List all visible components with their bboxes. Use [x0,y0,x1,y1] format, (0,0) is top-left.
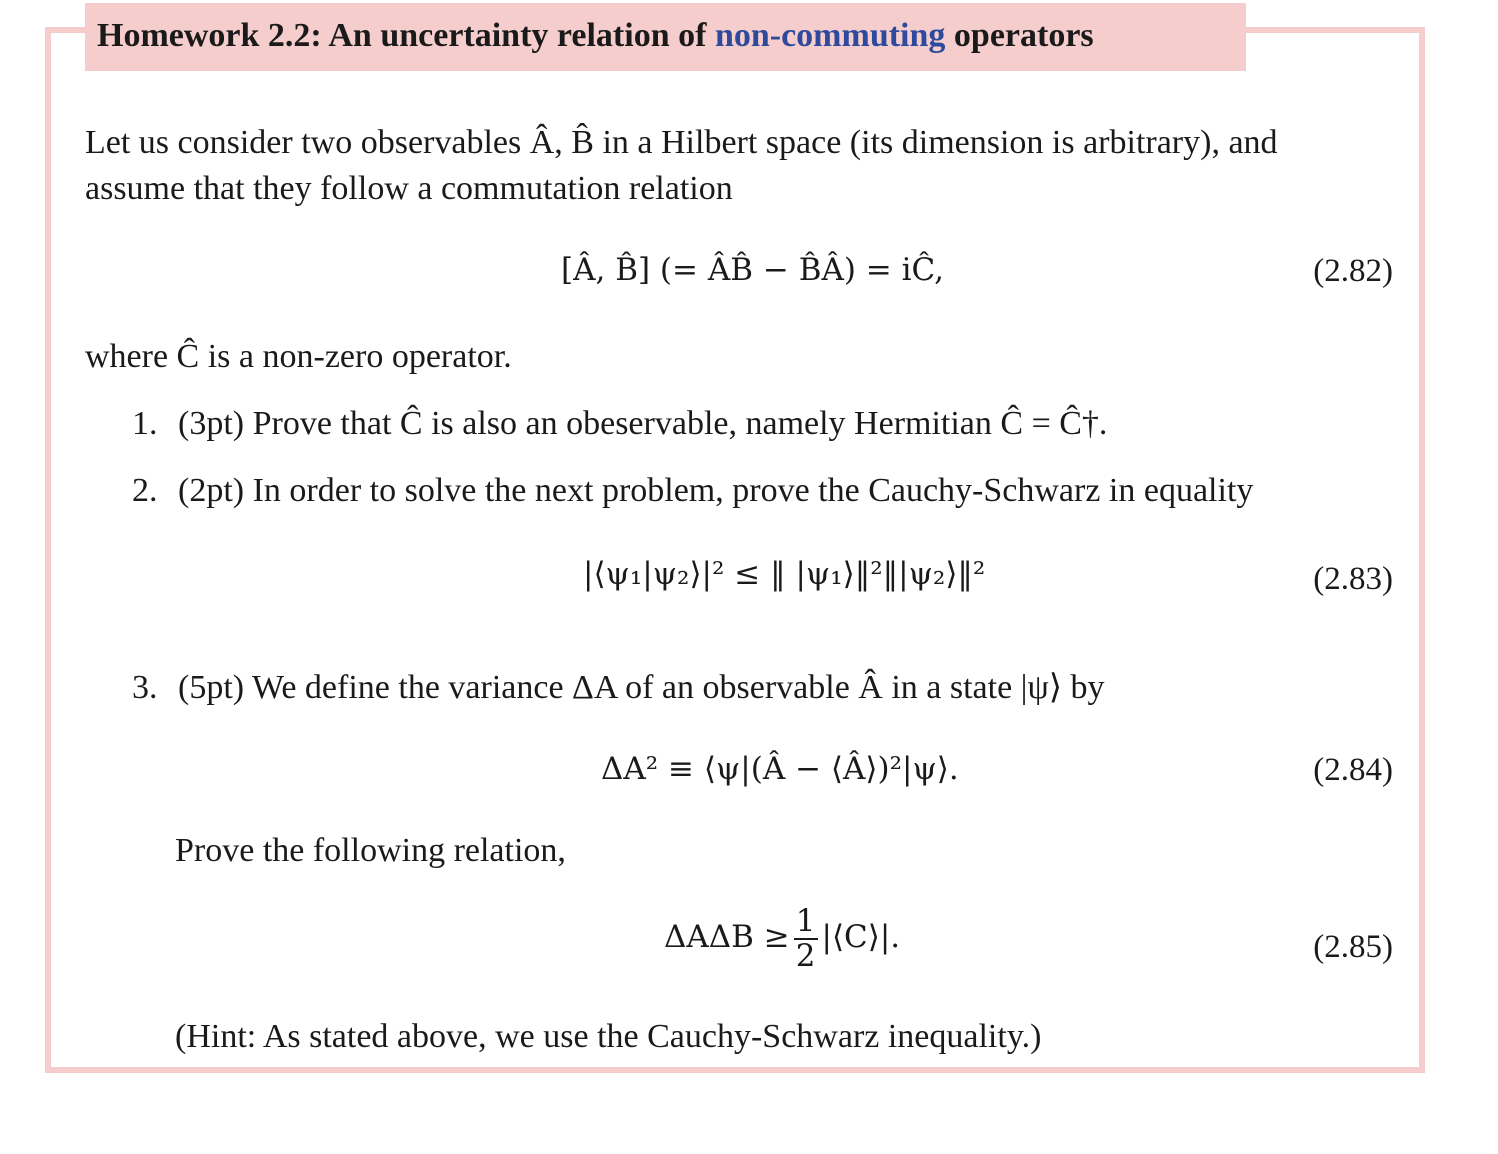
item-number: 1. [132,405,158,442]
eq-285-left: ΔAΔB ≥ [664,919,790,956]
title-suffix: operators [945,17,1094,54]
equation-label-2-84: (2.84) [1313,752,1393,788]
intro-line-1: Let us consider two observables Â, B̂ in a Hilbert space (its dimension is arbitrary), and [85,124,1278,161]
title-highlight: non-commuting [714,17,946,54]
equation-label-2-82: (2.82) [1313,253,1393,289]
equation-2-85 [664,905,900,972]
equation-2-84: ΔA² ≡ ⟨ψ|(Â − ⟨Â⟩)²|ψ⟩. [601,751,959,787]
intro-line-2: assume that they follow a commutation relation [85,170,733,207]
equation-label-2-85: (2.85) [1313,929,1393,965]
prove-text: Prove the following relation, [175,832,566,869]
list-item-2 [132,472,1253,510]
item-text: (5pt) We define the variance ΔA of an observable Â in a state |ψ⟩ by [178,669,1105,706]
equation-label-2-83: (2.83) [1313,561,1393,597]
list-item-3 [132,667,1105,707]
where-text: where Ĉ is a non-zero operator. [85,338,512,375]
equation-2-83: |⟨ψ₁|ψ₂⟩|² ≤ ‖ |ψ₁⟩‖²‖|ψ₂⟩‖² [583,556,986,592]
item-number: 3. [132,669,158,706]
item-number: 2. [132,472,158,509]
equation-2-82: [Â, B̂] (= ÂB̂ − B̂Â) = iĈ, [561,252,945,288]
list-item-1 [132,405,1107,443]
title-prefix: Homework 2.2: An uncertainty relation of [97,17,715,54]
homework-title [85,3,1246,71]
hint-text: (Hint: As stated above, we use the Cauchy-Schwarz inequality.) [175,1018,1042,1055]
item-text: (2pt) In order to solve the next problem, prove the Cauchy-Schwarz in equality [178,472,1254,509]
fraction-one-half: $\frac{1}{2}$ [795,903,816,974]
item-text: (3pt) Prove that Ĉ is also an obeservable, namely Hermitian Ĉ = Ĉ†. [178,405,1108,442]
eq-285-right: |⟨C⟩|. [821,919,901,956]
